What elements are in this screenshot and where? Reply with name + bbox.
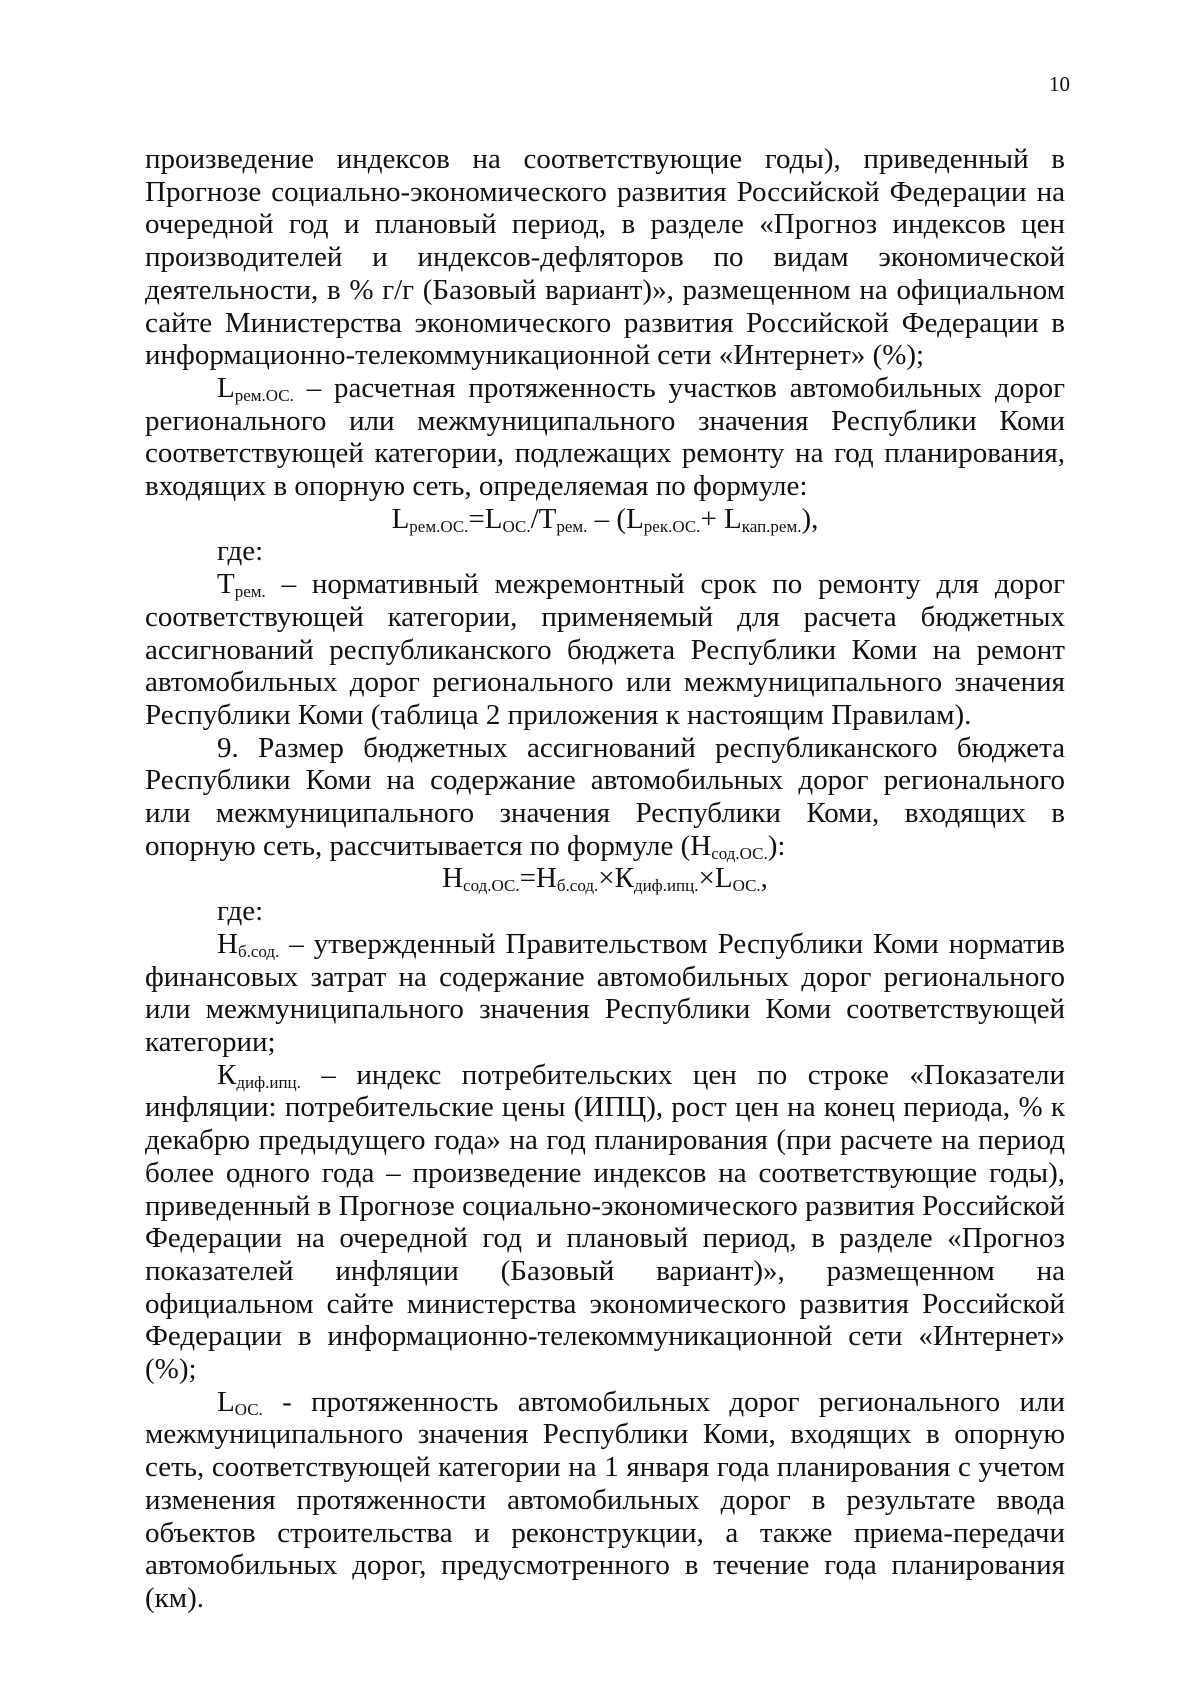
paragraph-l-os-definition: $L_{ОС.}$ - протяженность автомобильных дорог регионального или межмуниципального значения Республики Коми, входящих в опорную сеть, соответствующей категории на 1 января года планирования с учетом изменения протяженности автомобильных дорог в результате ввода объектов строительства и реконструкции, а также приема-передачи автомобильных дорог, предусмотренного в течение года планирования (км). <box>145 1385 1065 1614</box>
paragraph-section-9: 9. Размер бюджетных ассигнований республиканского бюджета Республики Коми на содержание автомобильных дорог регионального или межмуниципального значения Республики Коми, входящих в опорную сеть, рассчитывается по формуле $(Н_{сод.ОС.})$: <box>145 731 1065 863</box>
paragraph-t-rem-definition: $Т_{рем.}$ – нормативный межремонтный срок по ремонту для дорог соответствующей категории, применяемый для расчета бюджетных ассигнований республиканского бюджета Республики Коми на ремонт автомобильных дорог регионального или межмуниципального значения Республики Коми (таблица 2 приложения к настоящим Правилам). <box>145 568 1065 731</box>
definition-text: – расчетная протяженность участков автомобильных дорог регионального или межмуниципального значения Республики Коми соответствующей категории, подлежащих ремонту на год планирования, входящих в опорную сеть, определяемая по формуле: <box>145 371 1065 503</box>
where-label: где: <box>217 895 264 928</box>
paragraph-l-rem-definition <box>145 372 1065 503</box>
symbol-l: L <box>217 371 235 404</box>
paragraph-continuation: произведение индексов на соответствующие годы), приведенный в Прогнозе социально-экономического развития Российской Федерации на очередной год и плановый период, в разделе «Прогноз индексов цен производителей и индексов-дефляторов по видам экономической деятельности, в % г/г (Базовый вариант)», размещенном на официальном сайте Министерства экономического развития Российской Федерации в информационно-телекоммуникационной сети «Интернет» (%); <box>145 143 1065 372</box>
formula-l-rem: $L_{рем.ОС.}=L_{ОС.}/Т_{рем.} - (L_{рек.ОС.}+ L_{кап.рем.})$, <box>391 502 819 536</box>
paragraph-h-b-sod-definition: $Н_{б.сод.}$ – утвержденный Правительством Республики Коми норматив финансовых затрат на содержание автомобильных дорог регионального или межмуниципального значения Республики Коми соответствующей категории; <box>145 927 1065 1058</box>
paragraph-k-dif-definition: $К_{диф.ипц.}$ – индекс потребительских цен по строке «Показатели инфляции: потребительские цены (ИПЦ), рост цен на конец периода, % к декабрю предыдущего года» на год планирования (при расчете на период более одного года – произведение индексов на соответствующие годы), приведенный в Прогнозе социально-экономического развития Российской Федерации на очередной год и плановый период, в разделе «Прогноз показателей инфляции (Базовый вариант)», размещенном на официальном сайте министерства экономического развития Российской Федерации в информационно-телекоммуникационной сети «Интернет» (%); <box>145 1058 1065 1386</box>
page-number: 10 <box>1049 72 1070 96</box>
formula-h-sod: $Н_{сод.ОС.}=Н_{б.сод.}\times К_{диф.ипц.}\times L_{ОС.}$, <box>442 862 768 896</box>
where-label: где: <box>217 535 264 568</box>
document-body <box>145 143 1065 1615</box>
symbol-subscript: рем.ОС. <box>234 385 294 405</box>
